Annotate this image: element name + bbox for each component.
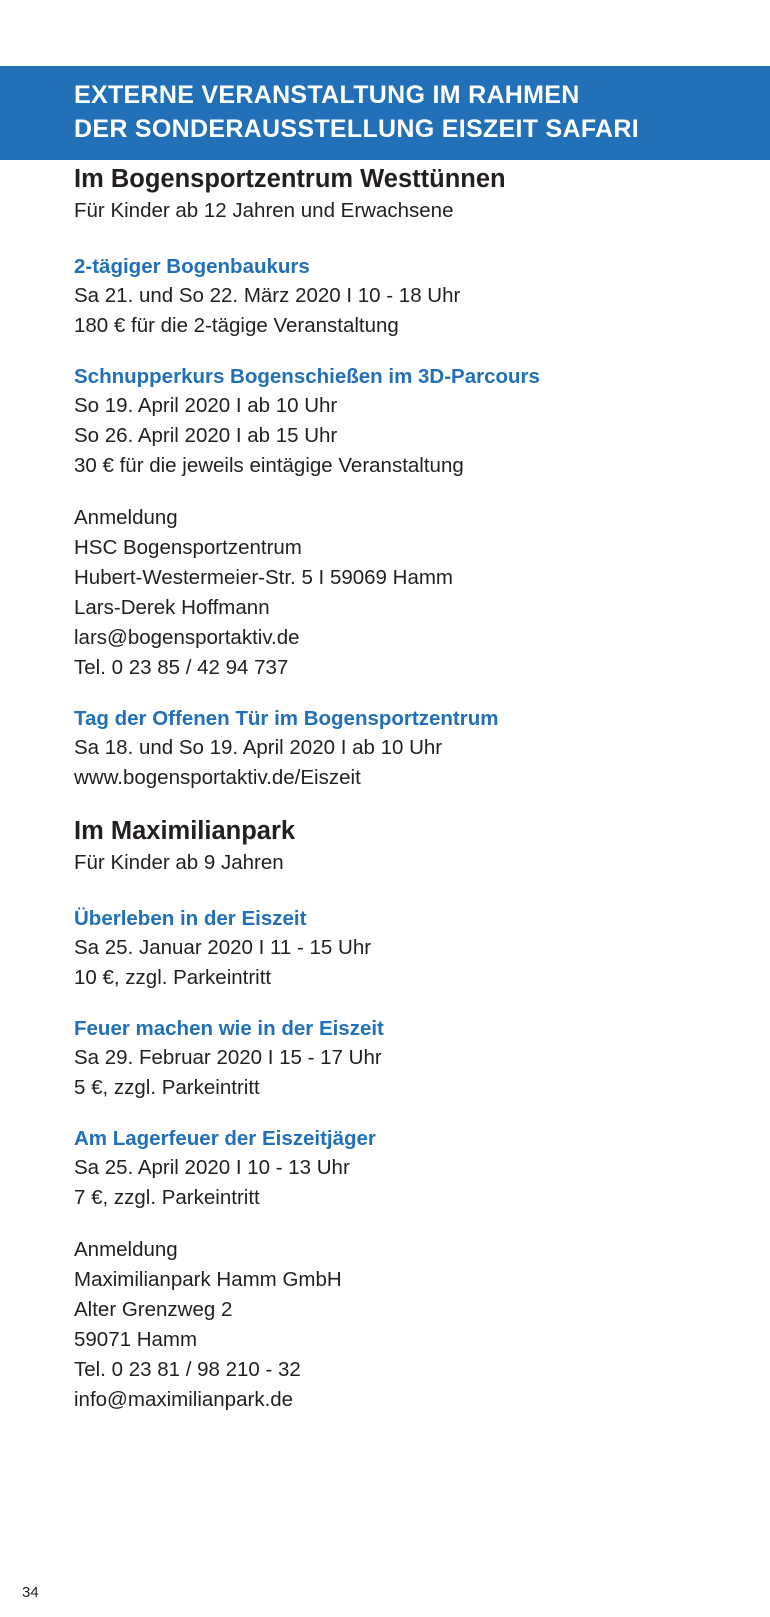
page-content — [74, 163, 714, 1415]
event-tag-der-offenen-tuer — [74, 705, 714, 793]
event-price-line: 7 €, zzgl. Parkeintritt — [74, 1186, 260, 1209]
event-ueberleben-in-der-eiszeit — [74, 905, 714, 993]
event-date-line-1: So 19. April 2020 I ab 10 Uhr — [74, 394, 338, 417]
section-title: Im Bogensportzentrum Westtünnen — [74, 165, 506, 193]
contact-email[interactable]: lars@bogensportaktiv.de — [74, 626, 300, 649]
event-schnupperkurs — [74, 363, 714, 481]
event-price-line: 180 € für die 2-tägige Veranstaltung — [74, 314, 399, 337]
event-date-line: Sa 29. Februar 2020 I 15 - 17 Uhr — [74, 1046, 382, 1069]
spacer — [74, 481, 714, 503]
section-subtitle: Für Kinder ab 12 Jahren und Erwachsene — [74, 199, 454, 222]
event-heading: Feuer machen wie in der Eiszeit — [74, 1017, 384, 1040]
event-heading: Überleben in der Eiszeit — [74, 907, 307, 930]
contact-organisation: Maximilianpark Hamm GmbH — [74, 1268, 342, 1291]
contact-phone: Tel. 0 23 81 / 98 210 - 32 — [74, 1358, 301, 1381]
section-title: Im Maximilianpark — [74, 817, 296, 845]
banner-title-line-2: DER SONDERAUSSTELLUNG EISZEIT SAFARI — [74, 115, 640, 143]
event-bogenbaukurs — [74, 253, 714, 341]
event-price-line: 30 € für die jeweils eintägige Veranstaltung — [74, 454, 464, 477]
spacer — [74, 877, 714, 905]
contact-phone: Tel. 0 23 85 / 42 94 737 — [74, 656, 289, 679]
banner-header — [0, 66, 770, 160]
spacer — [74, 225, 714, 253]
contact-address: Hubert-Westermeier-Str. 5 I 59069 Hamm — [74, 566, 453, 589]
event-heading: 2-tägiger Bogenbaukurs — [74, 255, 310, 278]
contact-organisation: HSC Bogensportzentrum — [74, 536, 302, 559]
contact-street: Alter Grenzweg 2 — [74, 1298, 233, 1321]
event-heading: Am Lagerfeuer der Eiszeitjäger — [74, 1127, 376, 1150]
spacer — [74, 683, 714, 705]
event-date-line: Sa 21. und So 22. März 2020 I 10 - 18 Uhr — [74, 284, 461, 307]
event-feuer-machen — [74, 1015, 714, 1103]
spacer — [74, 793, 714, 815]
page-number: 34 — [22, 1584, 39, 1601]
contact-city: 59071 Hamm — [74, 1328, 198, 1351]
event-heading: Schnupperkurs Bogenschießen im 3D-Parcours — [74, 365, 540, 388]
contact-label: Anmeldung — [74, 1238, 178, 1261]
event-price-line: 10 €, zzgl. Parkeintritt — [74, 966, 272, 989]
section-maximilianpark — [74, 815, 714, 1415]
spacer — [74, 993, 714, 1015]
event-date-line: Sa 25. Januar 2020 I 11 - 15 Uhr — [74, 936, 372, 959]
event-am-lagerfeuer — [74, 1125, 714, 1213]
section-subtitle: Für Kinder ab 9 Jahren — [74, 851, 284, 874]
contact-bogensportzentrum — [74, 503, 714, 683]
spacer — [74, 1103, 714, 1125]
event-date-line-2: So 26. April 2020 I ab 15 Uhr — [74, 424, 338, 447]
event-heading: Tag der Offenen Tür im Bogensportzentrum — [74, 707, 499, 730]
contact-person: Lars-Derek Hoffmann — [74, 596, 270, 619]
contact-maximilianpark — [74, 1235, 714, 1415]
contact-email[interactable]: info@maximilianpark.de — [74, 1388, 294, 1411]
section-bogensportzentrum — [74, 163, 714, 793]
contact-label: Anmeldung — [74, 506, 178, 529]
event-date-line: Sa 18. und So 19. April 2020 I ab 10 Uhr — [74, 736, 443, 759]
event-website[interactable]: www.bogensportaktiv.de/Eiszeit — [74, 766, 361, 789]
banner-title-line-1: EXTERNE VERANSTALTUNG IM RAHMEN — [74, 81, 580, 109]
event-price-line: 5 €, zzgl. Parkeintritt — [74, 1076, 260, 1099]
spacer — [74, 1213, 714, 1235]
spacer — [74, 341, 714, 363]
event-date-line: Sa 25. April 2020 I 10 - 13 Uhr — [74, 1156, 350, 1179]
